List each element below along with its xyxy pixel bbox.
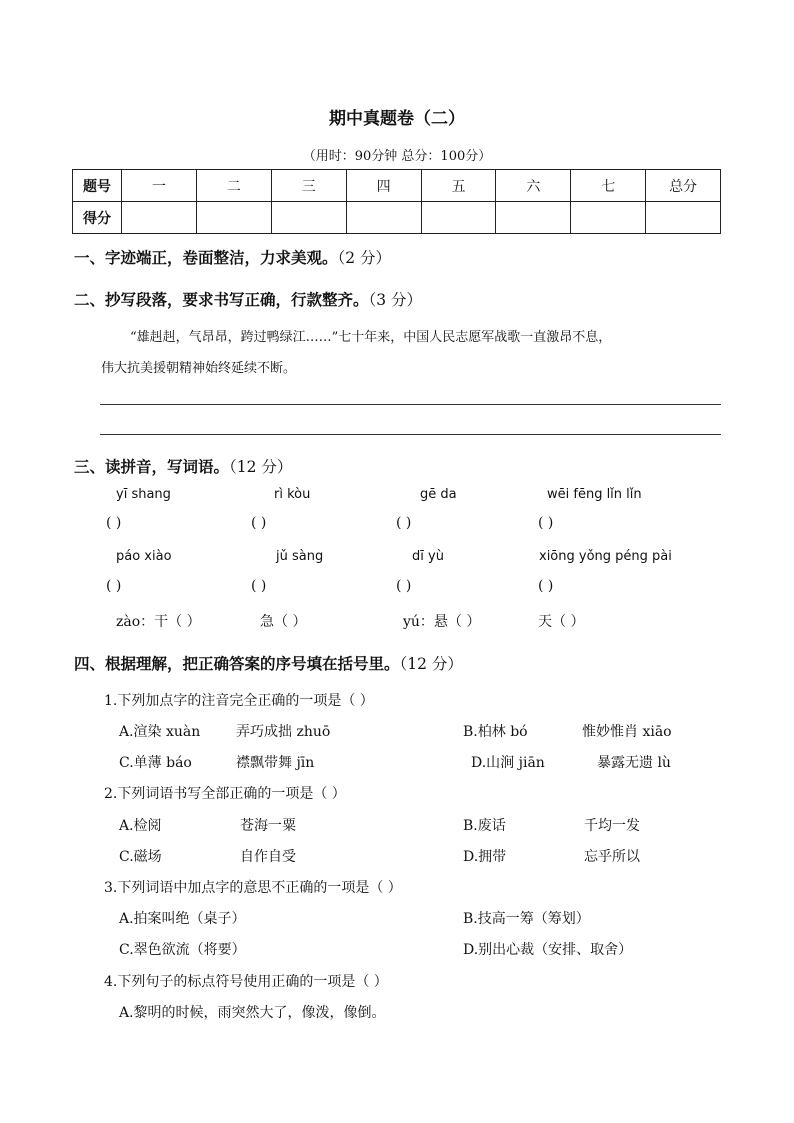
pinyin: gē da [420, 487, 457, 502]
exam-info: （用时：90分钟 总分：100分） [302, 149, 492, 164]
pinyin: dī yù [412, 549, 444, 564]
score-cell[interactable] [646, 202, 721, 234]
pinyin: xiōng yǒng péng pài [539, 549, 672, 564]
section-1-label: 一、字迹端正，卷面整洁，力求美观。 [74, 248, 338, 267]
column-header: 五 [421, 170, 496, 202]
option[interactable]: D.拥带 [463, 849, 507, 865]
option[interactable]: A.检阅 [119, 818, 162, 834]
section-1-score: （2 分） [337, 249, 392, 267]
option[interactable]: B.废话 [463, 818, 506, 834]
section-1-heading [74, 246, 391, 268]
option[interactable]: C.单薄 báo [119, 755, 192, 771]
score-cell[interactable] [196, 202, 271, 234]
page-title: 期中真题卷（二） [329, 109, 465, 129]
column-header: 二 [196, 170, 271, 202]
answer-blank[interactable]: ( ) [396, 515, 412, 531]
option[interactable]: C.磁场 [119, 849, 162, 865]
column-header: 一 [122, 170, 197, 202]
answer-blank[interactable]: ( ) [538, 578, 554, 594]
column-header: 六 [496, 170, 571, 202]
homophone-yu[interactable]: yú：悬（ ） [403, 614, 481, 630]
writing-line[interactable] [100, 434, 721, 435]
option[interactable]: D.山涧 jiān [471, 755, 545, 771]
score-cell[interactable] [571, 202, 646, 234]
score-table-header-row [73, 170, 721, 202]
score-cell[interactable] [496, 202, 571, 234]
score-cell[interactable] [421, 202, 496, 234]
option[interactable]: C.翠色欲流（将要） [119, 942, 246, 958]
option[interactable]: A.拍案叫绝（桌子） [119, 911, 246, 927]
answer-blank[interactable]: ( ) [106, 578, 122, 594]
option-word: 暴露无遗 lù [597, 755, 671, 771]
section-3-heading [74, 455, 292, 477]
option-word: 忘乎所以 [584, 849, 640, 865]
homophone-zao[interactable]: zào：干（ ） [116, 614, 201, 630]
homophone-zao-2[interactable]: 急（ ） [260, 614, 307, 630]
passage-line-1: “雄赳赳，气昂昂，跨过鸭绿江……”七十年来，中国人民志愿军战歌一直激昂不息， [130, 330, 612, 345]
writing-line[interactable] [100, 404, 721, 405]
section-2-score: （3 分） [368, 291, 423, 309]
question-stem: 1.下列加点字的注音完全正确的一项是（ ） [104, 693, 374, 709]
question-stem: 3.下列词语中加点字的意思不正确的一项是（ ） [104, 880, 402, 896]
section-4-score: （12 分） [399, 655, 463, 673]
section-4-heading [74, 652, 463, 674]
option[interactable]: B.技高一筹（筹划） [463, 911, 590, 927]
column-header: 四 [346, 170, 421, 202]
option-word: 苍海一粟 [240, 818, 296, 834]
section-4-label: 四、根据理解，把正确答案的序号填在括号里。 [74, 654, 400, 673]
pinyin: wēi fēng lǐn lǐn [547, 487, 642, 502]
option[interactable]: D.别出心裁（安排、取舍） [463, 942, 633, 958]
homophone-yu-2[interactable]: 天（ ） [538, 614, 585, 630]
pinyin: rì kòu [274, 487, 311, 502]
option-word: 弄巧成拙 zhuō [236, 724, 331, 740]
score-table [72, 169, 721, 234]
option[interactable]: B.柏林 bó [463, 724, 528, 740]
score-table-score-row [73, 202, 721, 234]
passage-line-2: 伟大抗美援朝精神始终延续不断。 [101, 361, 297, 376]
header-label: 题号 [73, 170, 122, 202]
section-3-score: （12 分） [229, 458, 293, 476]
column-header: 三 [271, 170, 346, 202]
score-cell[interactable] [346, 202, 421, 234]
option-word: 襟飘带舞 jīn [236, 755, 315, 771]
pinyin: yī shang [116, 487, 171, 502]
pinyin: jǔ sàng [276, 549, 324, 564]
option[interactable]: A.黎明的时候，雨突然大了，像泼，像倒。 [119, 1005, 386, 1021]
score-cell[interactable] [122, 202, 197, 234]
question-stem: 2.下列词语书写全部正确的一项是（ ） [104, 786, 346, 802]
section-2-label: 二、抄写段落，要求书写正确，行款整齐。 [74, 290, 369, 309]
answer-blank[interactable]: ( ) [251, 515, 267, 531]
option[interactable]: A.渲染 xuàn [119, 724, 201, 740]
answer-blank[interactable]: ( ) [106, 515, 122, 531]
column-header: 总分 [646, 170, 721, 202]
answer-blank[interactable]: ( ) [538, 515, 554, 531]
answer-blank[interactable]: ( ) [396, 578, 412, 594]
option-word: 惟妙惟肖 xiāo [582, 724, 672, 740]
row-label: 得分 [73, 202, 122, 234]
section-3-label: 三、读拼音，写词语。 [74, 457, 230, 476]
question-stem: 4.下列句子的标点符号使用正确的一项是（ ） [104, 974, 388, 990]
pinyin: páo xiào [116, 549, 172, 564]
option-word: 自作自受 [240, 849, 296, 865]
option-word: 千均一发 [584, 818, 640, 834]
section-2-heading [74, 288, 422, 310]
score-cell[interactable] [271, 202, 346, 234]
column-header: 七 [571, 170, 646, 202]
answer-blank[interactable]: ( ) [251, 578, 267, 594]
